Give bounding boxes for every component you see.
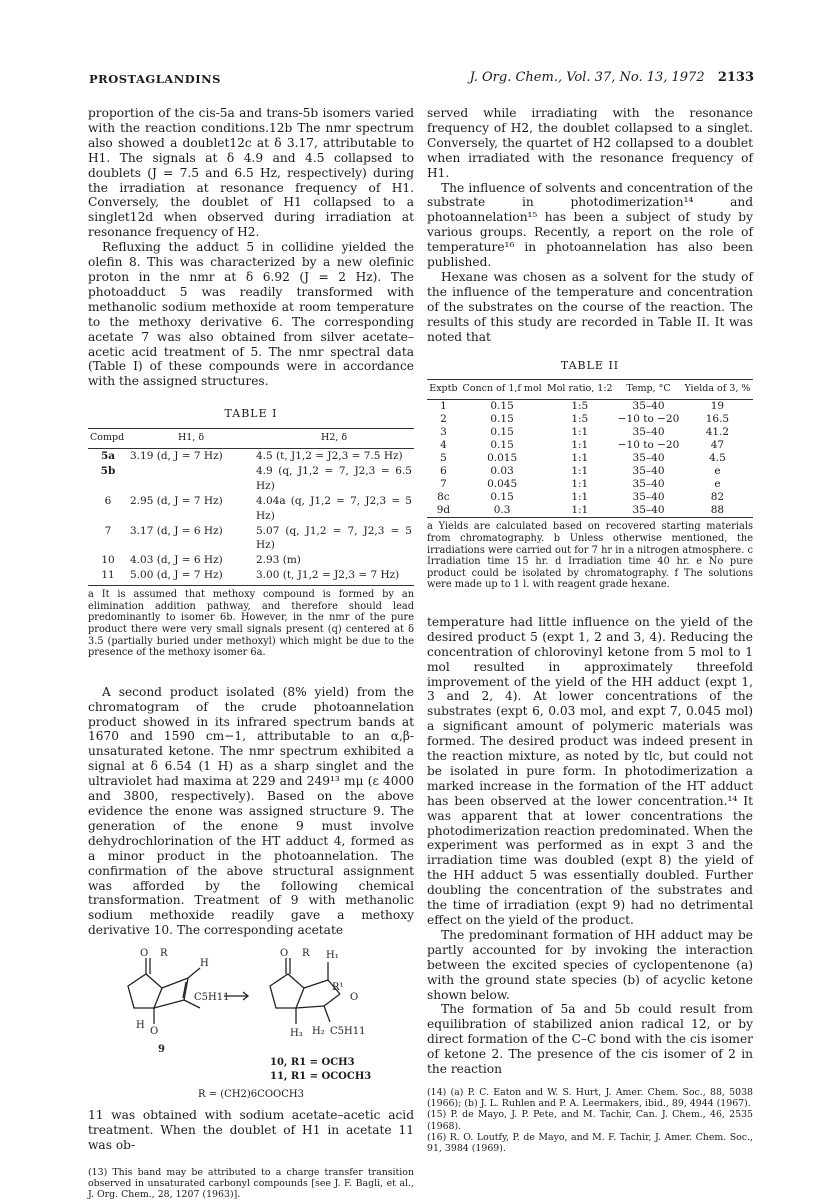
table-cell: 35–40	[632, 426, 665, 439]
right-column	[427, 106, 753, 1154]
atom-label: H	[136, 1020, 145, 1032]
table-cell: 1:1	[571, 439, 589, 452]
compound-10-label: 10, R1 = OCH3	[270, 1057, 355, 1069]
table1-header: H2, δ	[254, 429, 414, 449]
atom-label: R¹	[332, 982, 344, 994]
table-cell: 88	[682, 504, 753, 518]
table-cell: 4.5	[709, 452, 726, 465]
table-cell: 5.00 (d, J = 7 Hz)	[128, 568, 254, 585]
table-row	[427, 504, 753, 518]
table1	[88, 428, 414, 586]
table-cell: 35–40	[632, 478, 665, 491]
reference-14: (14) (a) P. C. Eaton and W. S. Hurt, J. Amer. Chem. Soc., 88, 5038 (1966); (b) J. L. Ruhlen and P. A. Leermakers, ibid., 89, 4944 (1967).	[427, 1086, 753, 1110]
table-cell: 0.03	[490, 465, 514, 478]
table2-header: Mol ratio, 1:2	[544, 380, 615, 400]
table-row	[427, 465, 753, 478]
atom-label: R	[302, 948, 310, 960]
paragraph: Refluxing the adduct 5 in collidine yielded the olefin 8. This was characterized by a new olefinic proton in the nmr at δ 6.92 (J = 2 Hz). The photoadduct 5 was readily transformed with methanolic sodium methoxide at room temperature to the methoxy derivative 6. The corresponding acetate 7 was also obtained from silver acetate–acetic acid treatment of 5. The nmr spectral data (Table I) of these compounds were in accordance with the assigned structures.	[88, 240, 414, 389]
paragraph: A second product isolated (8% yield) from the chromatogram of the crude photoannelation product showed in its infrared spectrum bands at 1670 and 1590 cm−1, attributable to an α,β-unsaturated ketone. The nmr spectrum exhibited a signal at δ 6.54 (1 H) as a sharp singlet and the ultraviolet had maxima at 229 and 249¹³ mμ (ε 4000 and 3800, respectively). Based on the above evidence the enone was assigned structure 9. The generation of the enone 9 must involve dehydrochlorination of the HT adduct 4, formed as a minor product in the photoannelation. The confirmation of the above structural assignment was afforded by the following chemical transformation. Treatment of 9 with methanolic sodium methoxide readily gave a methoxy derivative 10. The corresponding acetate	[88, 684, 414, 938]
table-cell: 19	[710, 400, 725, 413]
reference-15: (15) P. de Mayo, J. P. Pete, and M. Tachir, Can. J. Chem., 46, 2535 (1968).	[427, 1109, 753, 1132]
table-cell: 41.2	[705, 426, 730, 439]
table2-header: Concn of 1,f mol	[460, 380, 545, 400]
atom-label: O	[350, 992, 359, 1004]
table-cell: 4.9 (q, J1,2 = 7, J2,3 = 6.5 Hz)	[256, 464, 412, 492]
table1-footnote: a It is assumed that methoxy compound is formed by an elimination addition pathway, and therefore should lead predominantly to isomer 6b. However, in the nmr of the pure product there were very small signals present (q) centered at δ 3.5 (partially buried under methoxyl) which might be due to the presence of the methoxy isomer 6a.	[88, 589, 414, 659]
reference-16: (16) R. O. Loutfy, P. de Mayo, and M. F. Tachir, J. Amer. Chem. Soc., 91, 3984 (1969).	[427, 1131, 753, 1154]
table2-header: Exptb	[427, 380, 460, 400]
table-cell: 0.3	[460, 504, 545, 518]
paragraph: The predominant formation of HH adduct may be partly accounted for by invoking the interaction between the excited species of cyclopentenone (a) with the ground state species (b) of acyclic ketone shown below.	[427, 927, 753, 1002]
table-cell: 35–40	[632, 400, 665, 413]
compound-11-label: 11, R1 = OCOCH3	[270, 1071, 372, 1083]
table-cell: 4	[440, 439, 447, 452]
table1-title: TABLE I	[224, 407, 278, 421]
atom-label: H	[200, 958, 209, 970]
paragraph: Hexane was chosen as a solvent for the study of the influence of the temperature and concentration of the substrates on the course of the reaction. The results of this study are recorded in Table II. It was noted that	[427, 269, 753, 344]
table-cell: 0.15	[490, 491, 514, 504]
atom-label: O	[280, 948, 289, 960]
journal-citation: J. Org. Chem., Vol. 37, No. 13, 1972	[469, 70, 705, 85]
table-cell: 5b	[100, 464, 116, 477]
reaction-scheme	[88, 944, 414, 1104]
atom-label: H₂	[312, 1026, 325, 1038]
table-cell: 5.07 (q, J1,2 = 7, J2,3 = 5 Hz)	[256, 524, 412, 552]
table-cell: 1:1	[571, 452, 589, 465]
table-cell: 1:1	[544, 504, 615, 518]
table-row	[427, 413, 753, 426]
atom-label: H₁	[326, 950, 339, 962]
table-row	[88, 494, 414, 524]
r-group-definition: R = (CH2)6COOCH3	[198, 1089, 304, 1101]
structure-drawing	[88, 944, 414, 1056]
table-row	[427, 452, 753, 465]
footnote-13: (13) This band may be attributed to a charge transfer transition observed in unsaturated carbonyl compounds [see J. F. Bagli, et al., J. Org. Chem., 28, 1207 (1963)].	[88, 1166, 414, 1200]
paragraph: The formation of 5a and 5b could result from equilibration of stabilized anion radical 12, or by direct formation of the C–C bond with the cis isomer of ketone 2. The presence of the cis isomer of 2 in the reaction	[427, 1002, 753, 1077]
atom-label: O	[150, 1026, 159, 1038]
running-head-journal	[470, 70, 754, 85]
table-cell: −10 to −20	[617, 439, 680, 452]
table1-header: Compd	[88, 429, 128, 449]
table-cell: 0.045	[487, 478, 518, 491]
table-cell: 6	[440, 465, 447, 478]
table-row	[427, 491, 753, 504]
paragraph: The influence of solvents and concentration of the substrate in photodimerization¹⁴ and photoannelation¹⁵ has been a subject of study by various groups. Recently, a report on the role of temperature¹⁶ in photoannelation has also been published.	[427, 180, 753, 270]
table-cell: 16.5	[705, 413, 730, 426]
table-cell	[128, 464, 254, 494]
table-row	[88, 449, 414, 464]
running-head-section: PROSTAGLANDINS	[89, 72, 221, 86]
paragraph: proportion of the cis-5a and trans-5b isomers varied with the reaction conditions.12b The nmr spectrum also showed a doublet12c at δ 3.17, attributable to H1. The signals at δ 4.9 and 4.5 collapsed to doublets (J = 7.5 and 6.5 Hz, respectively) during the irradiation at resonance frequency of H1. Conversely, the doublet of H1 collapsed to a singlet12d when observed during irradiation at resonance frequency of H2.	[88, 106, 414, 240]
table-row	[427, 478, 753, 491]
atom-label: R	[160, 948, 168, 960]
table-cell: 3.00 (t, J1,2 = J2,3 = 7 Hz)	[254, 568, 414, 585]
atom-label: H₃	[290, 1028, 303, 1040]
table-cell: 1:5	[571, 413, 589, 426]
table-cell: 7	[440, 478, 447, 491]
table2-footnote: a Yields are calculated based on recovered starting materials from chromatography. b Unless otherwise mentioned, the irradiations were carried out for 7 hr in a nitrogen atmosphere. c Irradiation time 15 hr. d Irradiation time 40 hr. e No pure product could be isolated by chromatography. f The solutions were made up to 1 l. with reagent grade hexane.	[427, 521, 753, 591]
table-cell: 0.015	[487, 452, 518, 465]
table-cell: e	[714, 465, 721, 478]
table-cell: 0.15	[490, 413, 514, 426]
table-row	[88, 524, 414, 554]
table-cell: 3.19 (d, J = 7 Hz)	[130, 450, 223, 463]
table-cell: 4.5 (t, J1,2 = J2,3 = 7.5 Hz)	[256, 450, 403, 463]
table-cell: 5	[440, 452, 447, 465]
table-cell: 2.93 (m)	[256, 554, 301, 567]
table-cell: 35–40	[632, 452, 665, 465]
paragraph: served while irradiating with the resonance frequency of H2, the doublet collapsed to a singlet. Conversely, the quartet of H2 collapsed to a doublet when irradiated with the resonance frequency of H1.	[427, 106, 753, 180]
table-row	[88, 464, 414, 494]
table-row	[427, 400, 753, 414]
table2-title: TABLE II	[560, 358, 620, 372]
atom-label: O	[140, 948, 149, 960]
table-cell: 7	[104, 524, 112, 537]
table-cell: 10	[101, 554, 115, 567]
table-cell: 1:1	[571, 478, 589, 491]
table-cell: 1:1	[571, 491, 589, 504]
table-cell: 1:1	[571, 426, 589, 439]
table-cell: 0.15	[490, 426, 514, 439]
table-cell: 35–40	[615, 504, 682, 518]
table-row	[427, 439, 753, 452]
table-cell: 82	[710, 491, 725, 504]
table-cell: 35–40	[632, 491, 665, 504]
table-cell: 11	[88, 568, 128, 585]
page-number: 2133	[717, 70, 754, 85]
table-cell: 3.17 (d, J = 6 Hz)	[130, 524, 223, 537]
table-cell: 5a	[100, 450, 116, 463]
table-cell: 1:1	[571, 465, 589, 478]
table-cell: 2	[440, 413, 447, 426]
table-row	[88, 553, 414, 568]
table-cell: 35–40	[632, 465, 665, 478]
table2-header: Temp, °C	[615, 380, 682, 400]
table-cell: 4.04a (q, J1,2 = 7, J2,3 = 5 Hz)	[256, 494, 412, 522]
table-cell: 8c	[437, 491, 450, 504]
table-cell: 3	[440, 426, 447, 439]
table-cell: e	[714, 478, 721, 491]
paragraph: 11 was obtained with sodium acetate–acetic acid treatment. When the doublet of H1 in acetate 11 was ob-	[88, 1108, 414, 1152]
table-row	[427, 426, 753, 439]
table-cell: 0.15	[490, 400, 514, 413]
table2-header: Yielda of 3, %	[682, 380, 753, 400]
paragraph: temperature had little influence on the yield of the desired product 5 (expt 1, 2 and 3, 4). Reducing the concentration of chlorovinyl ketone from 5 mol to 1 mol resulted in approximately threefold improvement of the yield of the HH adduct (expt 1, 3 and 2, 4). At lower concentrations of the substrates (expt 6, 0.03 mol, and expt 7, 0.045 mol) a significant amount of polymeric materials was formed. The desired product was indeed present in the reaction mixture, as noted by tlc, but could not be isolated in pure form. In photodimerization a marked increase in the formation of the HT adduct has been observed at the lower concentration.¹⁴ It was apparent that at lower concentrations the photodimerization reaction predominated. When the experiment was performed as in expt 3 and the irradiation time was doubled (expt 8) the yield of the HH adduct 5 was essentially doubled. Further doubling the concentration of the substrates and the time of irradiation (expt 9) had no detrimental effect on the yield of the product.	[427, 614, 753, 927]
table-row	[88, 568, 414, 585]
table-cell: 2.95 (d, J = 7 Hz)	[130, 494, 223, 507]
table-cell: 1	[440, 400, 447, 413]
table2	[427, 379, 753, 518]
table-cell: 9d	[427, 504, 460, 518]
table-cell: 47	[710, 439, 725, 452]
left-column	[88, 106, 414, 1200]
compound-label: 9	[158, 1044, 165, 1056]
table-cell: 0.15	[490, 439, 514, 452]
substituent-label: C5H11	[330, 1026, 366, 1038]
references	[427, 1087, 753, 1154]
table1-header: H1, δ	[128, 429, 254, 449]
table-cell: −10 to −20	[617, 413, 680, 426]
table-cell: 1:5	[571, 400, 589, 413]
table-cell: 6	[104, 494, 112, 507]
substituent-label: C5H11	[194, 992, 230, 1004]
table-cell: 4.03 (d, J = 6 Hz)	[130, 554, 223, 567]
